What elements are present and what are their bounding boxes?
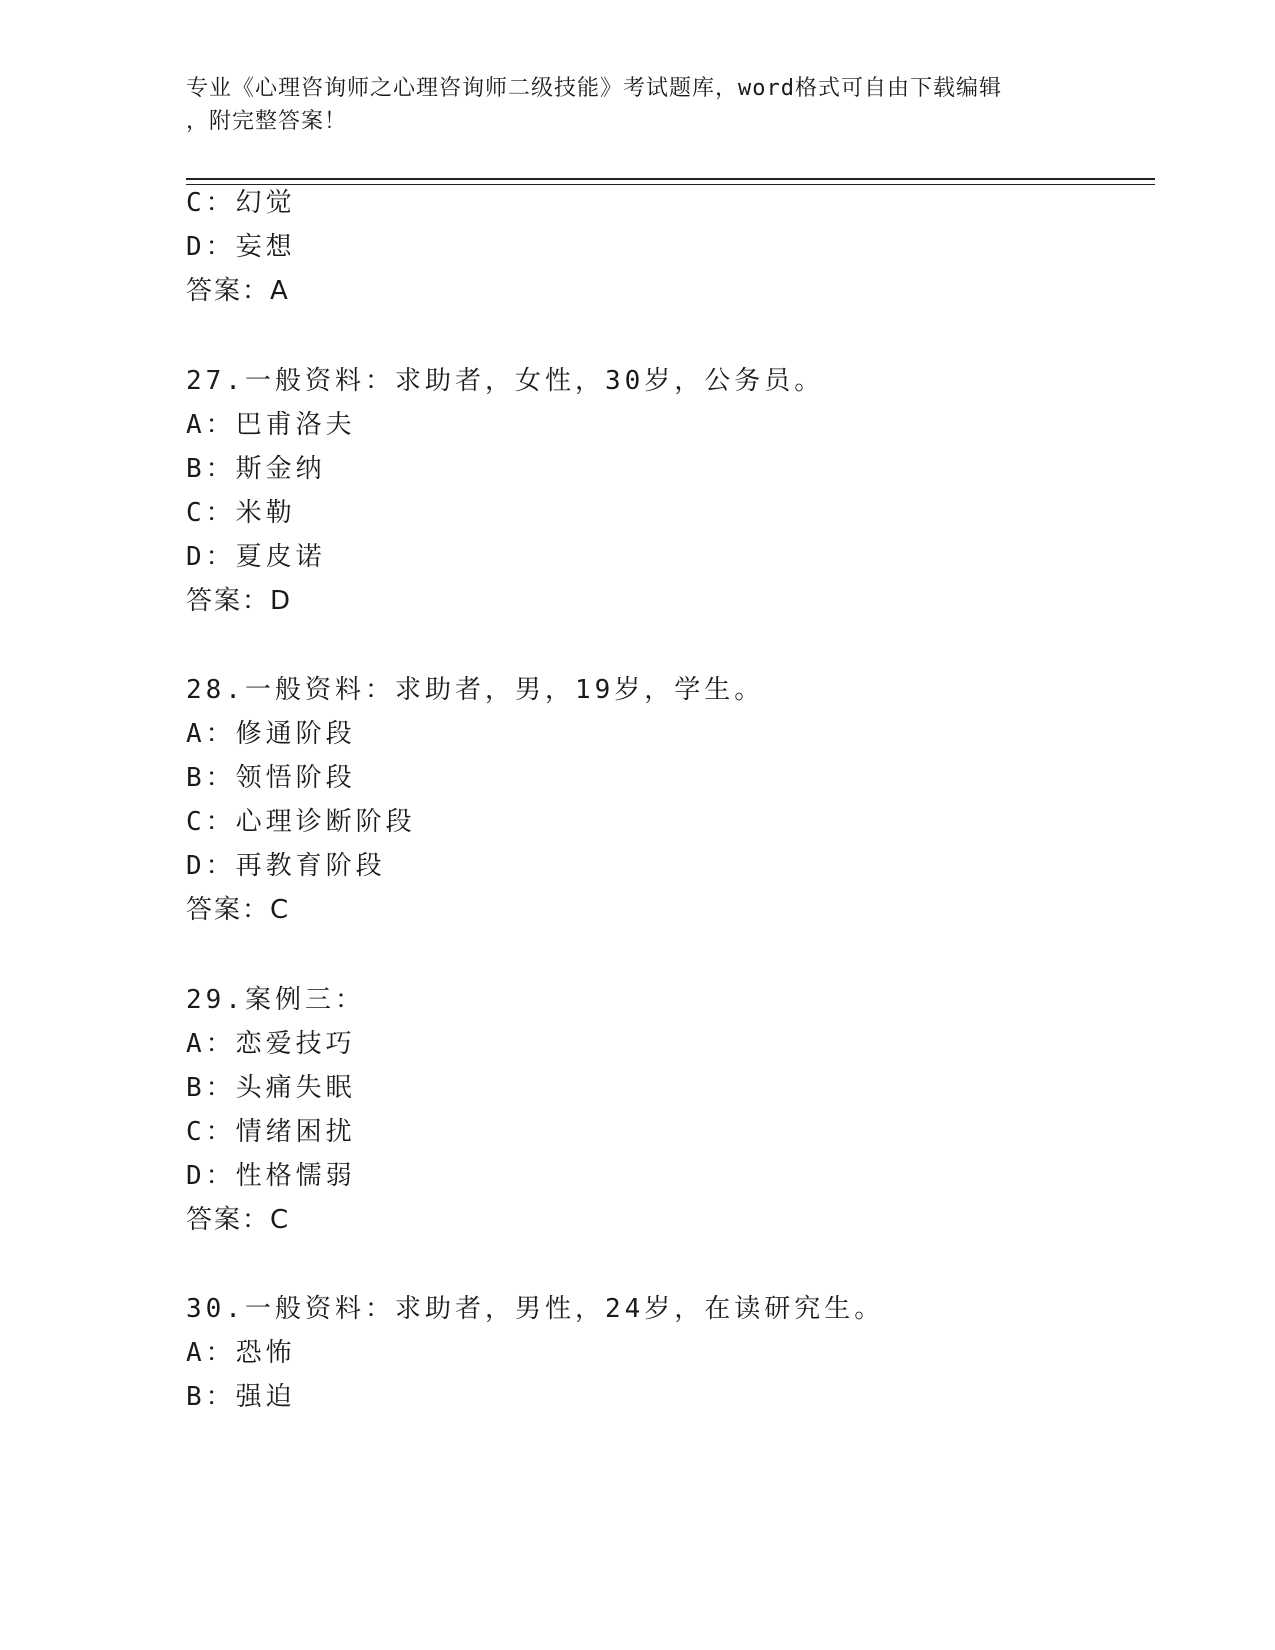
q29-answer: 答案：C xyxy=(186,1205,291,1235)
q29-option-b: B：头痛失眠 xyxy=(186,1073,356,1103)
header-divider xyxy=(186,178,1155,185)
page-header xyxy=(186,72,1086,138)
q30-stem: 30.一般资料：求助者，男性，24岁，在读研究生。 xyxy=(186,1294,885,1324)
header-title-line-1: 专业《心理咨询师之心理咨询师二级技能》考试题库，word格式可自由下载编辑 xyxy=(186,76,1002,101)
q28-option-c: C：心理诊断阶段 xyxy=(186,807,416,837)
q27-option-d: D：夏皮诺 xyxy=(186,542,326,572)
q26-option-d: D：妄想 xyxy=(186,232,296,262)
q26-answer: 答案：A xyxy=(186,276,290,306)
q28-stem: 28.一般资料：求助者，男，19岁，学生。 xyxy=(186,675,765,705)
q29-option-d: D：性格懦弱 xyxy=(186,1161,356,1191)
header-title-line-2: ，附完整答案！ xyxy=(186,109,348,134)
q27-stem: 27.一般资料：求助者，女性，30岁，公务员。 xyxy=(186,366,825,396)
q29-option-a: A：恋爱技巧 xyxy=(186,1029,356,1059)
q27-answer: 答案：D xyxy=(186,586,293,616)
q29-option-c: C：情绪困扰 xyxy=(186,1117,356,1147)
q30-option-b: B：强迫 xyxy=(186,1382,296,1412)
q30-option-a: A：恐怖 xyxy=(186,1338,296,1368)
q28-option-d: D：再教育阶段 xyxy=(186,851,386,881)
q29-stem: 29.案例三： xyxy=(186,985,365,1015)
q28-option-b: B：领悟阶段 xyxy=(186,763,356,793)
q27-option-a: A：巴甫洛夫 xyxy=(186,410,356,440)
q27-option-c: C：米勒 xyxy=(186,498,296,528)
q26-option-c: C：幻觉 xyxy=(186,188,296,218)
q28-answer: 答案：C xyxy=(186,895,291,925)
q28-option-a: A：修通阶段 xyxy=(186,719,356,749)
q27-option-b: B：斯金纳 xyxy=(186,454,326,484)
